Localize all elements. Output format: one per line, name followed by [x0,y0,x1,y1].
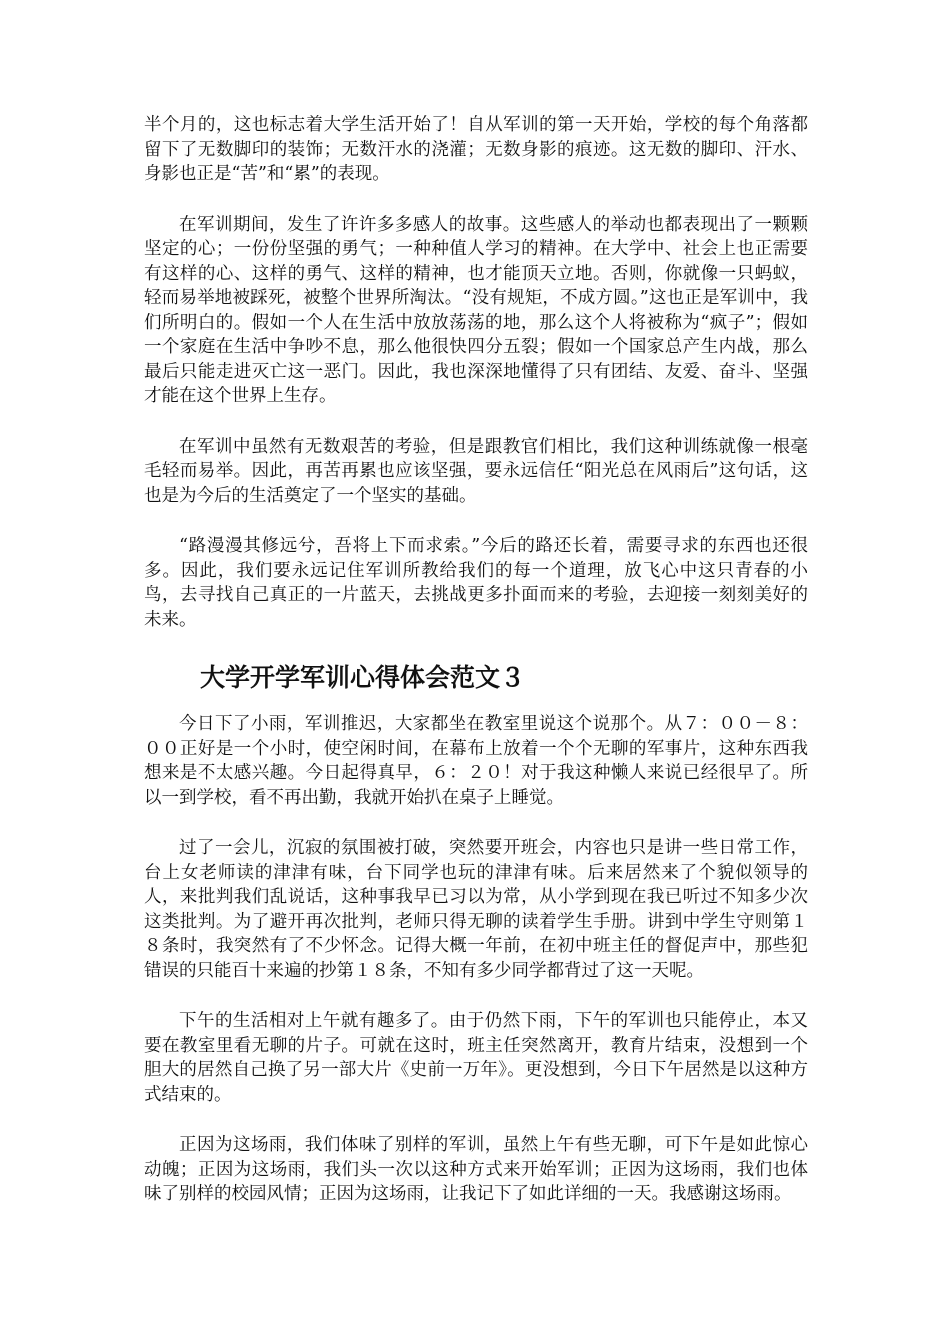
paragraph-7: 下午的生活相对上午就有趣多了。由于仍然下雨，下午的军训也只能停止，本又要在教室里看无聊的片子。可就在这时，班主任突然离开，教育片结束，没想到一个胆大的居然自己换了另一部大片《史前一万年》。更没想到，今日下午居然是以这种方式结束的。 [144,1011,808,1105]
paragraph-1: 半个月的，这也标志着大学生活开始了！自从军训的第一天开始，学校的每个角落都留下了无数脚印的装饰；无数汗水的浇灌；无数身影的痕迹。这无数的脚印、汗水、身影也正是“苦”和“累”的表现。 [144,115,808,184]
paragraph-2: 在军训期间，发生了许许多多感人的故事。这些感人的举动也都表现出了一颗颗坚定的心；一份份坚强的勇气；一种种值人学习的精神。在大学中、社会上也正需要有这样的心、这样的勇气、这样的精神，也才能顶天立地。否则，你就像一只蚂蚁，轻而易举地被踩死，被整个世界所淘汰。“没有规矩，不成方圆。”这也正是军训中，我们所明白的。假如一个人在生活中放放荡荡的地，那么这个人将被称为“疯子”；假如一个家庭在生活中争吵不息，那么他很快四分五裂；假如一个国家总产生内战，那么最后只能走进灭亡这一恶门。因此，我也深深地懂得了只有团结、友爱、奋斗、坚强才能在这个世界上生存。 [144,214,808,406]
paragraph-5: 今日下了小雨，军训推迟，大家都坐在教室里说这个说那个。从７：００－８：００正好是一个小时，使空闲时间，在幕布上放着一个个无聊的军事片，这种东西我想来是不太感兴趣。今日起得真早，６：２０！对于我这种懒人来说已经很早了。所以一到学校，看不再出勤，我就开始扒在桌子上睡觉。 [144,714,808,808]
section-heading: 大学开学军训心得体会范文３ [200,663,526,692]
document-page [144,113,808,1233]
paragraph-3: 在军训中虽然有无数艰苦的考验，但是跟教官们相比，我们这种训练就像一根毫毛轻而易举。因此，再苦再累也应该坚强，要永远信任“阳光总在风雨后”这句话，这也是为今后的生活奠定了一个坚实的基础。 [144,436,808,506]
paragraph-6: 过了一会儿，沉寂的氛围被打破，突然要开班会，内容也只是讲一些日常工作，台上女老师读的津津有味，台下同学也玩的津津有味。后来居然来了个貌似领导的人，来批判我们乱说话，这种事我早已习以为常，从小学到现在我已听过不知多少次这类批判。为了避开再次批判，老师只得无聊的读着学生手册。讲到中学生守则第１８条时，我突然有了不少怀念。记得大概一年前，在初中班主任的督促声中，那些犯错误的只能百十来遍的抄第１８条，不知有多少同学都背过了这一天呢。 [144,838,808,981]
paragraph-8: 正因为这场雨，我们体味了别样的军训，虽然上午有些无聊，可下午是如此惊心动魄；正因为这场雨，我们头一次以这种方式来开始军训；正因为这场雨，我们也体味了别样的校园风情；正因为这场雨，让我记下了如此详细的一天。我感谢这场雨。 [144,1135,808,1204]
paragraph-4: “路漫漫其修远兮，吾将上下而求索。”今后的路还长着，需要寻求的东西也还很多。因此，我们要永远记住军训所教给我们的每一个道理，放飞心中这只青春的小鸟，去寻找自己真正的一片蓝天，去挑战更多扑面而来的考验，去迎接一刻刻美好的未来。 [144,536,808,630]
